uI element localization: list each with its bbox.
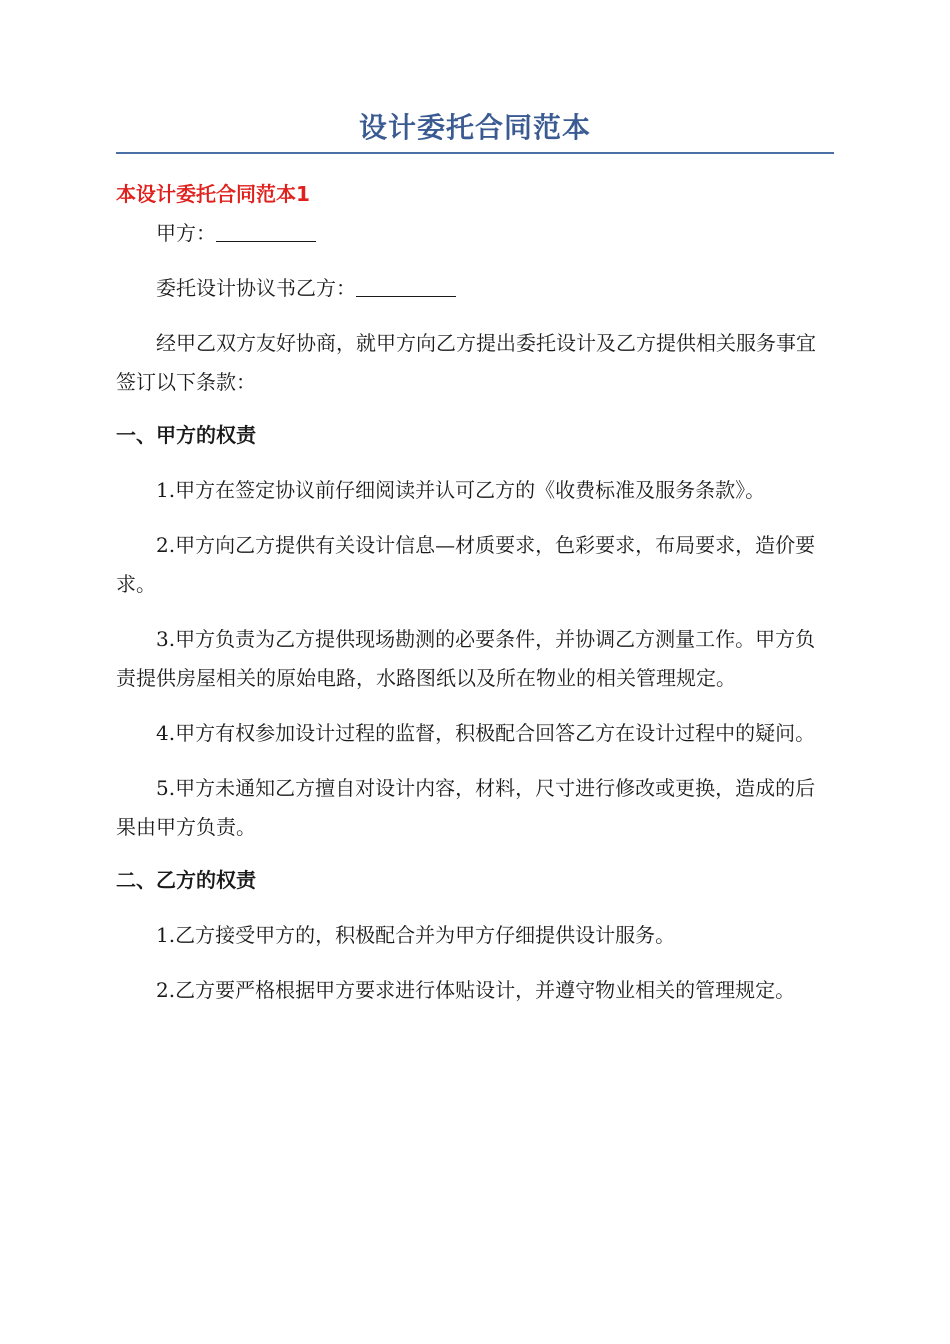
clause-a1: 1.甲方在签定协议前仔细阅读并认可乙方的《收费标准及服务条款》。 [156,478,766,502]
clause-a2: 2.甲方向乙方提供有关设计信息—材质要求，色彩要求，布局要求，造价要求。 [116,533,816,596]
clause-b1: 1.乙方接受甲方的，积极配合并为甲方仔细提供设计服务。 [156,923,676,947]
clause-b2: 2.乙方要严格根据甲方要求进行体贴设计，并遵守物业相关的管理规定。 [156,978,796,1002]
document-page [116,108,834,1010]
clause-a3: 3.甲方负责为乙方提供现场勘测的必要条件，并协调乙方测量工作。甲方负责提供房屋相关的原始电路，水路图纸以及所在物业的相关管理规定。 [116,627,816,690]
party-a-line [116,214,834,253]
party-b-line [116,269,834,308]
clause-a5: 5.甲方未通知乙方擅自对设计内容，材料，尺寸进行修改或更换，造成的后果由甲方负责。 [116,776,816,839]
document-title: 设计委托合同范本 [116,108,834,154]
party-b-blank [356,274,456,297]
intro-paragraph: 经甲乙双方友好协商，就甲方向乙方提出委托设计及乙方提供相关服务事宜签订以下条款： [116,331,816,394]
heading-party-a-duties: 一、甲方的权责 [116,423,256,447]
heading-party-b-duties: 二、乙方的权责 [116,868,256,892]
party-a-label: 甲方： [156,221,216,245]
party-b-label: 委托设计协议书乙方： [156,276,356,300]
clause-a4: 4.甲方有权参加设计过程的监督，积极配合回答乙方在设计过程中的疑问。 [156,721,816,745]
section-title: 本设计委托合同范本1 [116,182,310,206]
party-a-blank [216,219,316,242]
